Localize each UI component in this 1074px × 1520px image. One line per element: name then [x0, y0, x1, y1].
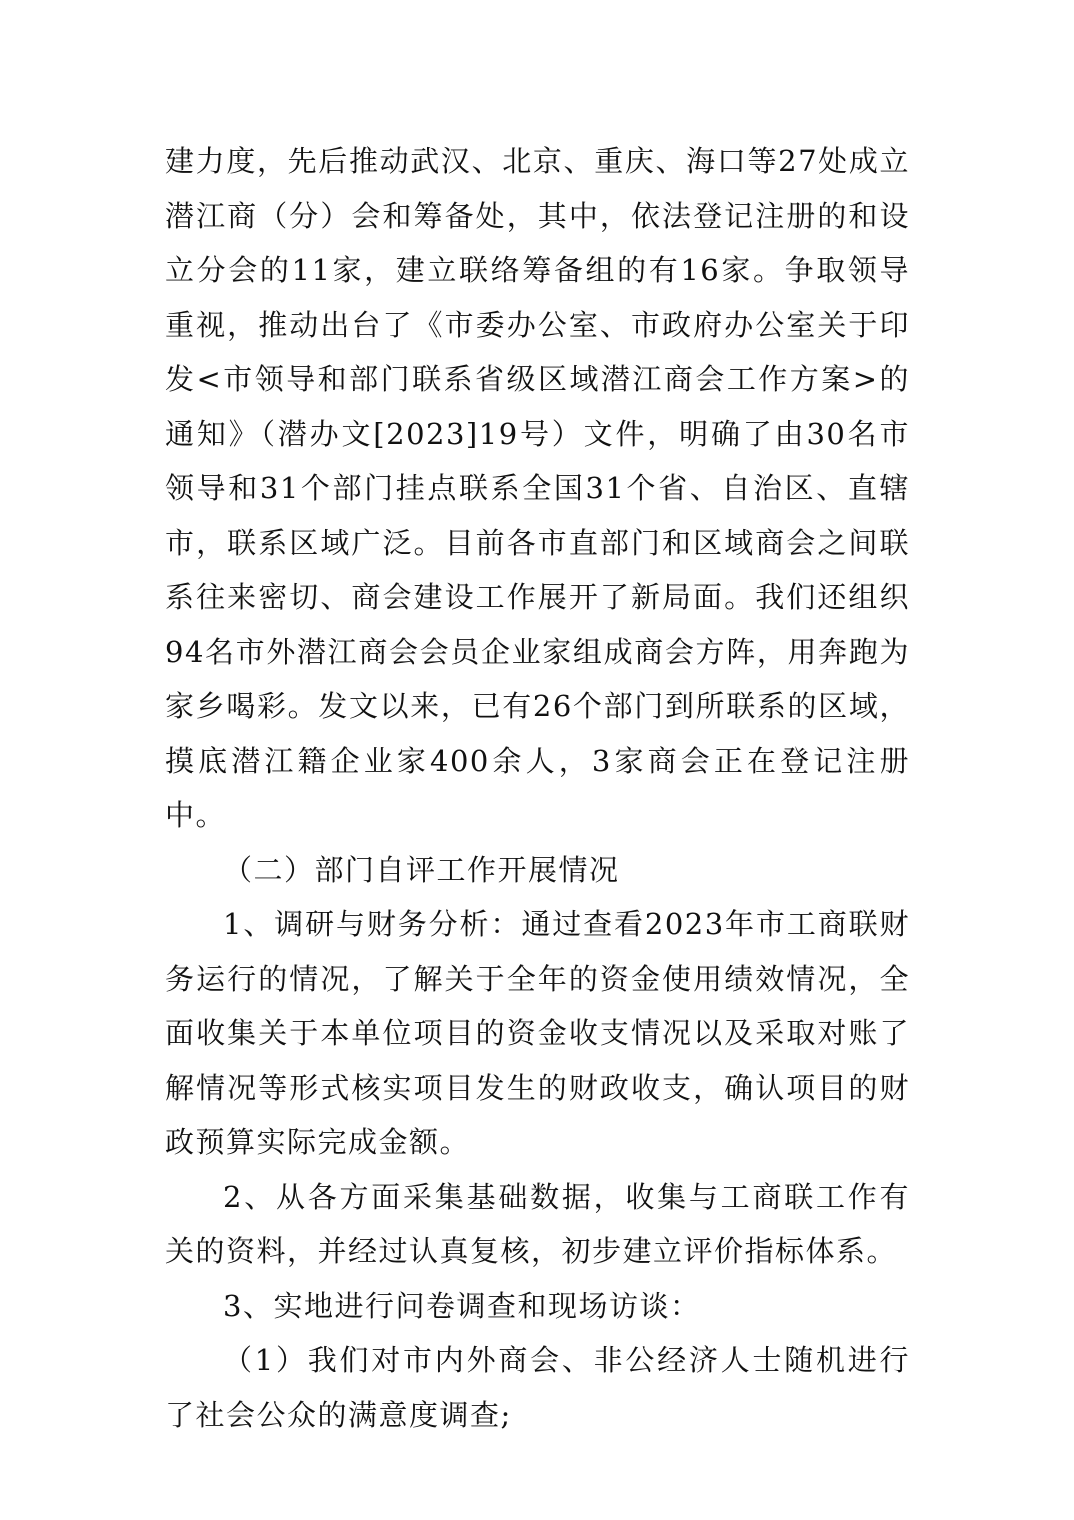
paragraph-survey-interview: 3、实地进行问卷调查和现场访谈： [223, 1288, 701, 1323]
paragraph-financial-analysis: 1、调研与财务分析：通过查看2023年市工商联财务运行的情况，了解关于全年的资金使用绩效情况，全面收集关于本单位项目的资金收支情况以及采取对账了解情况等形式核实项目发生的财政收支，确认项目的财政预算实际完成金额。 [165, 907, 910, 1159]
paragraph-satisfaction-survey: （1）我们对市内外商会、非公经济人士随机进行了社会公众的满意度调查; [165, 1343, 910, 1432]
paragraph-merchant-association: 建力度，先后推动武汉、北京、重庆、海口等27处成立潜江商（分）会和筹备处，其中，依法登记注册的和设立分会的11家，建立联络筹备组的有16家。争取领导重视，推动出台了《市委办公室、市政府办公室关于印发<市领导和部门联系省级区域潜江商会工作方案>的通知》（潜办文[2023]19号）文件，明确了由30名市领导和31个部门挂点联系全国31个省、自治区、直辖市，联系区域广泛。目前各市直部门和区域商会之间联系往来密切、商会建设工作展开了新局面。我们还组织94名市外潜江商会会员企业家组成商会方阵，用奔跑为家乡喝彩。发文以来，已有26个部门到所联系的区域，摸底潜江籍企业家400余人，3家商会正在登记注册中。 [165, 144, 910, 832]
section-heading-self-evaluation: （二）部门自评工作开展情况 [223, 852, 620, 887]
paragraph-data-collection: 2、从各方面采集基础数据，收集与工商联工作有关的资料，并经过认真复核，初步建立评价指标体系。 [165, 1179, 910, 1268]
document-body [165, 134, 910, 1442]
